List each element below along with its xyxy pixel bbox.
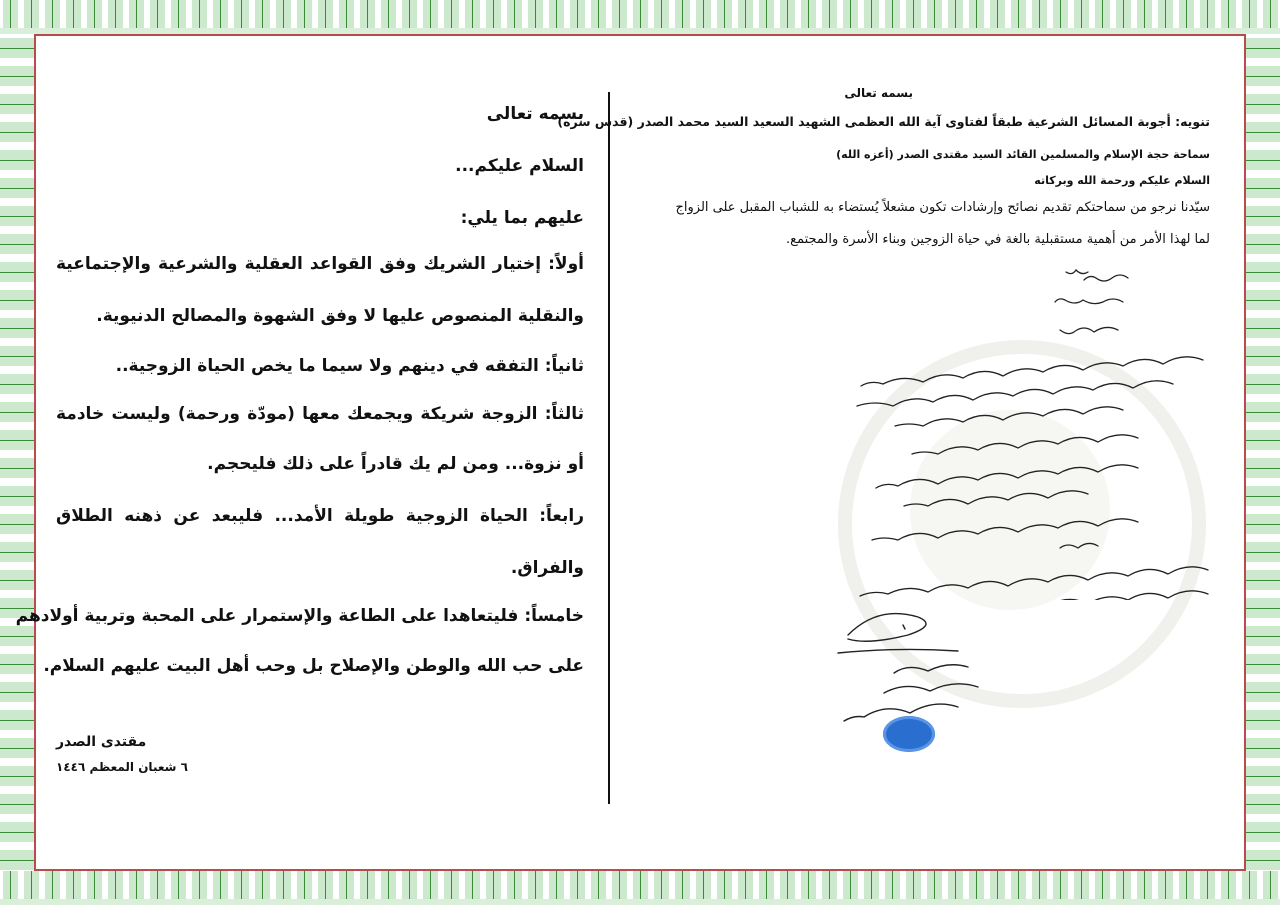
letter-request-line-1: سيّدنا نرجو من سماحتكم تقديم نصائح وإرشادات تكون مشعلاً يُستضاء به للشباب المقبل على الزواج [675, 200, 1210, 215]
transcription-point-3-line-2: أو نزوة... ومن لم يك قادراً على ذلك فليحجم. [207, 454, 584, 474]
scanned-letter [557, 80, 1218, 780]
typed-transcription [15, 96, 584, 796]
transcription-point-1-line-1: أولاً: إختيار الشريك وفق القواعد العقلية والشرعية والإجتماعية [56, 254, 584, 274]
transcription-basmala: بسمه تعالى [486, 104, 584, 124]
letter-basmala: بسمه تعالى [844, 86, 913, 100]
letter-request-line-2: لما لهذا الأمر من أهمية مستقبلية بالغة في حياة الزوجين وبناء الأسرة والمجتمع. [786, 232, 1210, 247]
letter-subject: تنويه: أجوبة المسائل الشرعية طبقاً لفتاوى آية الله العظمى الشهيد السعيد السيد محمد الصدر (قدس سره) [557, 114, 1210, 129]
letter-addressee: سماحة حجة الإسلام والمسلمين القائد السيد مقتدى الصدر (أعزه الله) [836, 148, 1210, 161]
transcription-point-5-line-1: خامساً: فليتعاهدا على الطاعة والإستمرار على المحبة وتربية أولادهم [15, 606, 584, 626]
transcription-date: ٦ شعبان المعظم ١٤٤٦ [56, 760, 188, 774]
column-divider [608, 92, 610, 804]
decorative-border-top [0, 0, 1280, 36]
decorative-border-bottom [0, 869, 1280, 905]
transcription-point-5-line-2: على حب الله والوطن والإصلاح بل وحب أهل البيت عليهم السلام. [43, 656, 584, 676]
transcription-intro: عليهم بما يلي: [460, 208, 584, 228]
transcription-point-4-line-1: رابعاً: الحياة الزوجية طويلة الأمد... فليبعد عن ذهنه الطلاق [56, 506, 584, 526]
transcription-signature-name: مقتدى الصدر [56, 734, 147, 750]
blue-seal-stamp [883, 716, 935, 752]
transcription-point-2: ثانياً: التفقه في دينهم ولا سيما ما يخص الحياة الزوجية.. [115, 356, 584, 376]
transcription-point-1-line-2: والنقلية المنصوص عليها لا وفق الشهوة والمصالح الدنيوية. [96, 306, 584, 326]
decorative-border-left [0, 34, 36, 871]
transcription-point-4-line-2: والفراق. [510, 558, 584, 578]
transcription-salam: السلام عليكم... [455, 156, 584, 176]
letter-greeting: السلام عليكم ورحمة الله وبركاته [1034, 174, 1210, 187]
handwritten-reply [618, 260, 1218, 600]
decorative-border-right [1244, 34, 1280, 871]
transcription-point-3-line-1: ثالثاً: الزوجة شريكة ويجمعك معها (مودّة ورحمة) وليست خادمة [56, 404, 584, 424]
